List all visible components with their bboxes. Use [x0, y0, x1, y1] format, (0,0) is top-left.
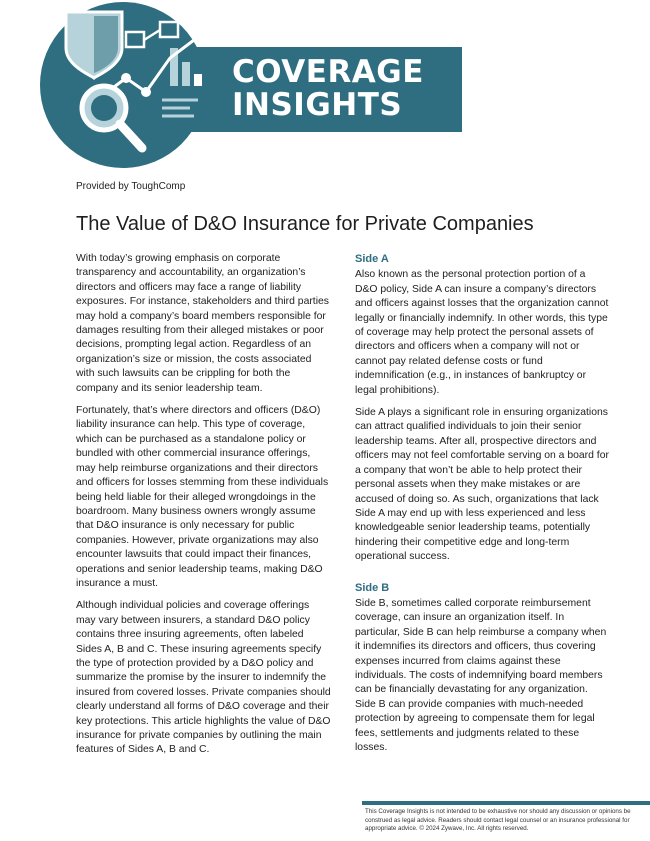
intro-paragraph-1: With today’s growing emphasis on corporate transparency and accountability, an organization’s directors and officers may face a range of liability exposures. For instance, stakeholders and third parties may hold a company’s board members responsible for damages resulting from their alleged mistakes or poor decisions, prompting legal action. Regardless of an organization’s size or mission, the costs associated with such lawsuits can be crippling for both the company and its senior leadership team.	[76, 253, 329, 394]
right-column	[355, 252, 610, 763]
left-column	[76, 252, 331, 766]
intro-paragraph-3: Although individual policies and coverage offerings may vary between insurers, a standard D&O policy contains three insuring agreements, often labeled Sides A, B and C. These insuring agreements specify the type of protection provided by a D&O policy and summarize the promise by the insurer to indemnify the insured from covered losses. Private companies should clearly understand all forms of D&O coverage and their key protections. This article highlights the value of D&O insurance for private companies by outlining the main features of Sides A, B and C.	[76, 600, 331, 756]
side-a-paragraph-1: Also known as the personal protection portion of a D&O policy, Side A can insure a company’s directors and officers against losses that the organization cannot legally or financially indemnify. In other words, this type of coverage may help protect the personal assets of directors and officers when a company will not or cannot pay related defense costs or fund indemnification (e.g., in instances of bankruptcy or legal prohibitions).	[355, 269, 609, 396]
banner-title-line2: INSIGHTS	[232, 87, 403, 123]
side-a-paragraph-2: Side A plays a significant role in ensuring organizations can attract qualified individuals to join their senior leadership teams. After all, prospective directors and officers may not feel comfortable serving on a board for a company that won’t be able to help protect their personal assets when they make mistakes or are accused of doing so. As such, organizations that lack Side A may end up with less experienced and less knowledgeable senior leadership teams, potentially hindering their competitive edge and long-term operational success.	[355, 407, 609, 563]
banner-title	[232, 56, 424, 122]
article-title: The Value of D&O Insurance for Private Companies	[76, 213, 534, 235]
provided-by: Provided by ToughComp	[76, 181, 186, 192]
side-b-heading: Side B	[355, 581, 390, 594]
side-b-paragraph-1: Side B, sometimes called corporate reimbursement coverage, can insure an organization itself. In particular, Side B can help reimburse a company when it indemnifies its directors and officers, thus covering expenses incurred from claims against these individuals. The costs of indemnifying board members can be financially devastating for any organization. Side B can provide companies with much-needed protection by agreeing to compensate them for legal fees, settlements and judgments related to these losses.	[355, 597, 607, 753]
footer-disclaimer: This Coverage Insights is not intended to be exhaustive nor should any discussion or opinions be construed as legal advice. Readers should contact legal counsel or an insurance professional for appropriate advice. © 2024 Zywave, Inc. All rights reserved.	[365, 808, 631, 833]
footer-divider	[362, 801, 650, 805]
intro-paragraph-2: Fortunately, that’s where directors and officers (D&O) liability insurance can help. This type of coverage, which can be purchased as a standalone policy or bundled with other commercial insurance offerings, may help reimburse organizations and their directors and officers for losses stemming from these individuals being held liable for their alleged wrongdoings in the boardroom. Many business owners wrongly assume that D&O insurance is only necessary for public companies. However, private organizations may also encounter lawsuits that could impact their finances, operations and senior leadership teams, making D&O insurance a must.	[76, 405, 329, 589]
side-a-heading: Side A	[355, 253, 389, 265]
banner-title-line1: COVERAGE	[232, 54, 424, 90]
coverage-insights-logo	[30, 0, 215, 175]
